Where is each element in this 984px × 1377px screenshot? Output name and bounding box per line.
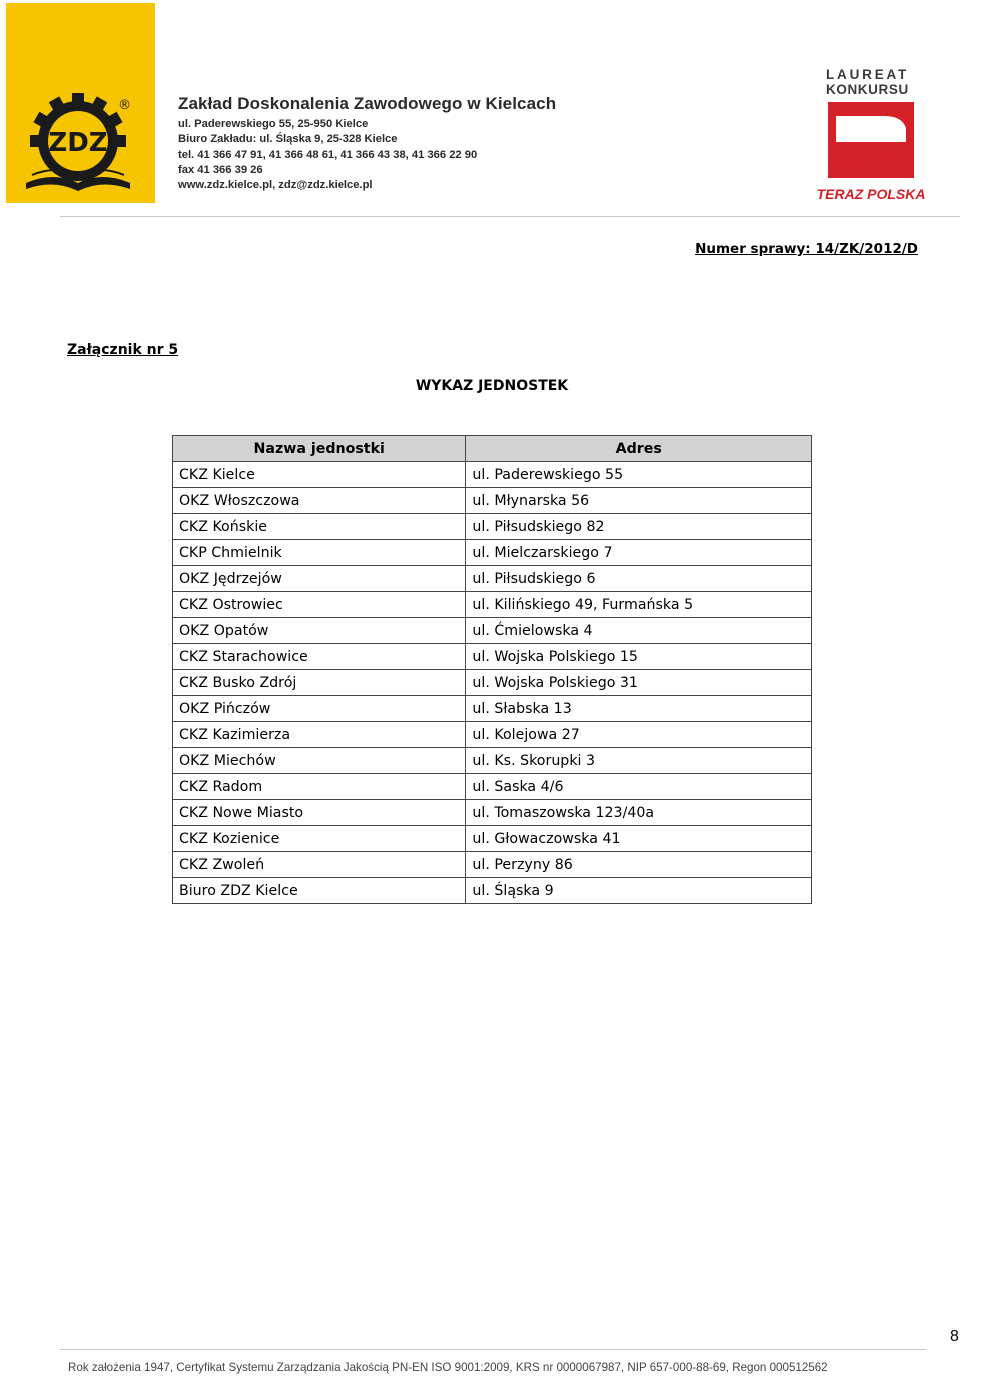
table-row [173,566,812,592]
unit-address-cell: ul. Tomaszowska 123/40a [466,800,812,826]
unit-name-cell: CKZ Starachowice [173,644,466,670]
unit-name-cell: CKP Chmielnik [173,540,466,566]
unit-address-cell: ul. Słabska 13 [466,696,812,722]
teraz-polska-icon [816,102,926,204]
unit-address-cell: ul. Wojska Polskiego 31 [466,670,812,696]
table-body [173,462,812,904]
unit-address-cell: ul. Paderewskiego 55 [466,462,812,488]
footer-text: Rok założenia 1947, Certyfikat Systemu Zarządzania Jakością PN-EN ISO 9001:2009, KRS nr 0000067987, NIP 657-000-88-69, Regon 000512562 [68,1361,828,1374]
zdz-logo [6,3,155,203]
unit-address-cell: ul. Młynarska 56 [466,488,812,514]
unit-address-cell: ul. Ks. Skorupki 3 [466,748,812,774]
unit-address-cell: ul. Piłsudskiego 6 [466,566,812,592]
unit-name-cell: CKZ Końskie [173,514,466,540]
unit-address-cell: ul. Perzyny 86 [466,852,812,878]
teraz-polska-text: TERAZ POLSKA [816,186,926,202]
unit-name-cell: CKZ Radom [173,774,466,800]
organization-office: Biuro Zakładu: ul. Śląska 9, 25-328 Kielce [178,133,398,146]
table-row [173,852,812,878]
unit-address-cell: ul. Śląska 9 [466,878,812,904]
table-row [173,462,812,488]
laureat-line2: KONKURSU [826,82,909,97]
unit-name-cell: CKZ Kielce [173,462,466,488]
organization-info [178,94,578,193]
table-row [173,592,812,618]
table-row [173,722,812,748]
table-row [173,748,812,774]
table-row [173,878,812,904]
unit-name-cell: OKZ Włoszczowa [173,488,466,514]
unit-address-cell: ul. Piłsudskiego 82 [466,514,812,540]
gear-book-icon [6,3,155,203]
table-row [173,696,812,722]
attachment-label: Załącznik nr 5 [67,342,179,358]
table-row [173,488,812,514]
unit-name-cell: CKZ Kazimierza [173,722,466,748]
table-row [173,514,812,540]
unit-name-cell: CKZ Nowe Miasto [173,800,466,826]
organization-web: www.zdz.kielce.pl, zdz@zdz.kielce.pl [178,179,373,192]
table-row [173,826,812,852]
document-title: WYKAZ JEDNOSTEK [415,378,569,394]
unit-name-cell: Biuro ZDZ Kielce [173,878,466,904]
laureat-label [826,67,918,97]
table-row [173,644,812,670]
unit-name-cell: OKZ Pińczów [173,696,466,722]
organization-address: ul. Paderewskiego 55, 25-950 Kielce [178,118,369,130]
unit-address-cell: ul. Kilińskiego 49, Furmańska 5 [466,592,812,618]
table-row [173,618,812,644]
organization-fax: fax 41 366 39 26 [178,163,263,176]
case-number: Numer sprawy: 14/ZK/2012/D [695,241,918,257]
unit-name-cell: CKZ Kozienice [173,826,466,852]
organization-phone: tel. 41 366 47 91, 41 366 48 61, 41 366 43 38, 41 366 22 90 [178,148,478,161]
table-row [173,800,812,826]
unit-name-cell: CKZ Busko Zdrój [173,670,466,696]
table-row [173,774,812,800]
header-unit-name: Nazwa jednostki [173,436,466,462]
organization-name: Zakład Doskonalenia Zawodowego w Kielcach [178,94,557,113]
unit-address-cell: ul. Saska 4/6 [466,774,812,800]
unit-name-cell: OKZ Opatów [173,618,466,644]
logo-text: ZDZ [48,128,108,158]
header-divider [60,216,960,217]
registered-mark-icon: ® [118,98,131,113]
unit-name-cell: CKZ Ostrowiec [173,592,466,618]
unit-address-cell: ul. Kolejowa 27 [466,722,812,748]
unit-address-cell: ul. Wojska Polskiego 15 [466,644,812,670]
unit-address-cell: ul. Ćmielowska 4 [466,618,812,644]
unit-address-cell: ul. Głowaczowska 41 [466,826,812,852]
unit-address-cell: ul. Mielczarskiego 7 [466,540,812,566]
table-row [173,670,812,696]
unit-name-cell: OKZ Jędrzejów [173,566,466,592]
table-row [173,540,812,566]
unit-name-cell: OKZ Miechów [173,748,466,774]
footer-divider [60,1349,926,1350]
page-number: 8 [950,1328,959,1345]
units-table [172,435,812,904]
header-address: Adres [466,436,812,462]
laureat-line1: LAUREAT [826,67,910,82]
table-header-row [173,436,812,462]
unit-name-cell: CKZ Zwoleń [173,852,466,878]
